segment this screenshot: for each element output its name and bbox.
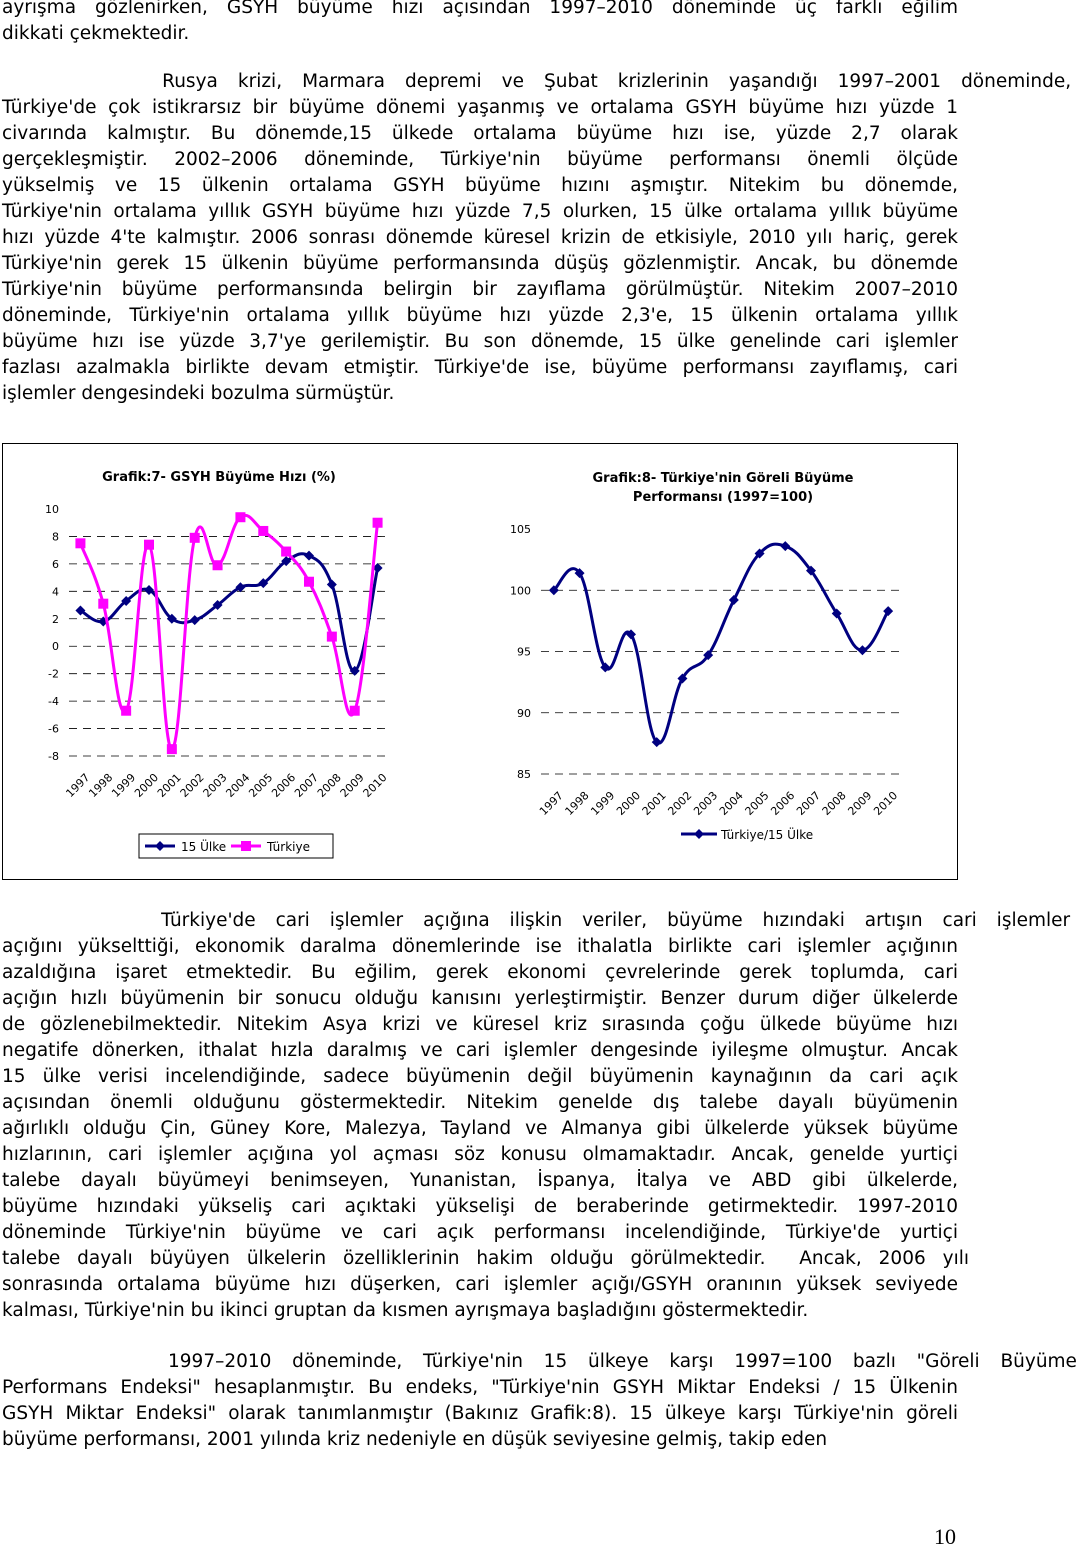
legend-label: 15 Ülke bbox=[181, 840, 227, 854]
x-tick-label: 2009 bbox=[337, 771, 367, 801]
text-line: Türkiye'nin büyüme performansında belirgin bir zayıflama görülmüştür. Nitekim 2007–2010 bbox=[2, 279, 958, 300]
data-point bbox=[780, 541, 790, 551]
data-point bbox=[729, 595, 739, 605]
series-line bbox=[80, 554, 377, 671]
text-line: GSYH Miktar Endeksi" olarak tanımlanmıştır (Bakınız Grafik:8). 15 ülkeye karşı Türkiye'nin göreli bbox=[2, 1403, 958, 1424]
x-tick-label: 2008 bbox=[819, 789, 849, 819]
text-line: fazlası azalmakla birlikte devam etmiştir. Türkiye'de ise, büyüme performansı zayıflamış, cari bbox=[2, 357, 958, 378]
data-point bbox=[190, 533, 200, 543]
data-point bbox=[373, 518, 383, 528]
x-tick-label: 2009 bbox=[845, 789, 875, 819]
data-point bbox=[98, 599, 108, 609]
text-line: açığın hızlı büyümenin bir sonucu olduğu kanısını yerleştirmiştir. Benzer durum diğer ülkelerde bbox=[2, 988, 958, 1009]
text-line: Rusya krizi, Marmara depremi ve Şubat krizlerinin yaşandığı 1997–2001 döneminde, bbox=[2, 71, 1072, 92]
y-tick-label: 85 bbox=[517, 768, 531, 781]
x-tick-label: 2000 bbox=[614, 789, 644, 819]
x-tick-label: 2003 bbox=[200, 771, 230, 801]
data-point bbox=[281, 547, 291, 557]
y-tick-label: 90 bbox=[517, 706, 531, 720]
text-line: işlemler dengesindeki bozulma sürmüştür. bbox=[2, 383, 395, 404]
legend bbox=[681, 826, 813, 842]
text-line: Türkiye'nin ortalama yıllık GSYH büyüme hızı yüzde 7,5 olurken, 15 ülke ortalama yıllık büyüme bbox=[2, 201, 958, 222]
chart-title: Performansı (1997=100) bbox=[632, 490, 814, 505]
text-line: kalması, Türkiye'nin bu ikinci gruptan da kısmen ayrışmaya başladığını göstermektedir. bbox=[2, 1300, 809, 1321]
x-tick-label: 2003 bbox=[691, 789, 721, 819]
text-line: talebe dayalı büyüyen ülkelerin özelliklerinin hakim olduğu görülmektedir. Ancak, 2006 yılı bbox=[2, 1248, 970, 1269]
data-point bbox=[241, 841, 251, 851]
chart-title: Grafik:8- Türkiye'nin Göreli Büyüme bbox=[592, 471, 854, 486]
text-line: Türkiye'de çok istikrarsız bir büyüme dönemi yaşanmış ve ortalama GSYH büyüme hızı yüzde 1 bbox=[2, 97, 958, 118]
paragraph-3 bbox=[2, 1349, 1077, 1453]
text-line: 15 ülke verisi incelendiğinde, sadece büyümenin değil büyümenin kaynağının da cari açık bbox=[2, 1066, 958, 1087]
text-line: civarında kalmıştır. Bu dönemde,15 ülkede ortalama büyüme hızı ise, yüzde 2,7 olarak bbox=[2, 123, 958, 144]
legend bbox=[139, 834, 333, 858]
x-tick-label: 2006 bbox=[269, 771, 299, 801]
x-tick-label: 2007 bbox=[794, 789, 824, 819]
x-tick-label: 2010 bbox=[360, 771, 390, 801]
y-tick-label: 0 bbox=[52, 640, 59, 654]
data-point bbox=[857, 645, 867, 655]
x-tick-label: 1997 bbox=[536, 789, 566, 819]
text-line: büyüme hızındaki yükseliş cari açıktaki yükselişi de beraberinde getirmektedir. 1997-2010 bbox=[2, 1196, 958, 1217]
text-line: büyüme hızı ise yüzde 3,7'ye gerilemiştir. Bu son dönemde, 15 ülke genelinde cari işlemler bbox=[2, 331, 958, 352]
text-line: de gözlenebilmektedir. Nitekim Asya krizi ve küresel kriz sırasında çoğu ülkede büyüme hızı bbox=[2, 1014, 958, 1035]
text-line: azaldığına işaret etmektedir. Bu eğilim, gerek ekonomi çevrelerinde gerek toplumda, cari bbox=[2, 962, 958, 983]
paragraph-2 bbox=[2, 908, 1071, 1324]
data-point bbox=[75, 538, 85, 548]
text-line: talebe dayalı büyümeyi benimseyen, Yunanistan, İspanya, İtalya ve ABD gibi ülkelerde, bbox=[2, 1170, 958, 1191]
text-line: Performans Endeksi" hesaplanmıştır. Bu endeks, "Türkiye'nin GSYH Miktar Endeksi / 15 Ülkenin bbox=[2, 1377, 958, 1398]
chart-title: Grafik:7- GSYH Büyüme Hızı (%) bbox=[102, 470, 336, 485]
y-tick-label: 6 bbox=[52, 557, 59, 571]
x-tick-label: 2005 bbox=[742, 789, 772, 819]
text-line: açığını yükselttiği, ekonomik daralma dönemlerinde ise ithalatla birlikte cari işlemler açığının bbox=[2, 936, 958, 957]
y-tick-label: 4 bbox=[52, 585, 59, 599]
figure-box bbox=[2, 443, 958, 880]
text-line: sonrasında ortalama büyüme hızı düşerken, cari işlemler açığı/GSYH oranının yüksek seviyede bbox=[2, 1274, 958, 1295]
page-number: 10 bbox=[934, 1524, 956, 1549]
y-tick-label: 10 bbox=[45, 503, 59, 516]
y-tick-label: 105 bbox=[510, 523, 531, 536]
text-line: hızlarının, cari işlemler açığına yol açması söz konusu olmamaktadır. Ancak, genelde yurtiçi bbox=[2, 1144, 958, 1165]
x-tick-label: 2006 bbox=[768, 789, 798, 819]
legend-label: Türkiye bbox=[267, 840, 310, 854]
paragraph-top bbox=[2, 0, 958, 47]
series-line bbox=[554, 544, 888, 743]
data-point bbox=[694, 829, 704, 839]
y-tick-label: -8 bbox=[48, 750, 59, 763]
y-tick-label: 100 bbox=[510, 584, 531, 598]
x-tick-label: 2001 bbox=[639, 789, 669, 819]
y-tick-label: -2 bbox=[48, 667, 59, 681]
data-point bbox=[235, 512, 245, 522]
x-tick-label: 2004 bbox=[716, 789, 746, 819]
x-tick-label: 1998 bbox=[86, 771, 116, 801]
y-tick-label: -6 bbox=[48, 722, 59, 736]
text-line: büyüme performansı, 2001 yılında kriz nedeniyle en düşük seviyesine gelmiş, takip eden bbox=[2, 1429, 828, 1450]
data-point bbox=[258, 526, 268, 536]
text-line: ayrışma gözlenirken, GSYH büyüme hızı açısından 1997–2010 döneminde üç farklı eğilim bbox=[2, 0, 958, 18]
text-line: döneminde, Türkiye'nin ortalama yıllık büyüme hızı yüzde 2,3'e, 15 ülkenin ortalama yıllık bbox=[2, 305, 958, 326]
chart-8-relative-growth bbox=[481, 444, 959, 881]
data-point bbox=[167, 744, 177, 754]
x-tick-label: 2004 bbox=[223, 771, 253, 801]
data-point bbox=[121, 706, 131, 716]
x-tick-label: 1997 bbox=[63, 771, 93, 801]
x-tick-label: 2008 bbox=[314, 771, 344, 801]
text-line: açısından önemli olduğunu göstermektedir. Nitekim genelde dış talebe dayalı büyümenin bbox=[2, 1092, 958, 1113]
text-line: 1997–2010 döneminde, Türkiye'nin 15 ülkeye karşı 1997=100 bazlı "Göreli Büyüme bbox=[2, 1351, 1077, 1372]
text-line: Türkiye'nin gerek 15 ülkenin büyüme performansında düşüş gözlenmiştir. Ancak, bu dönemde bbox=[2, 253, 958, 274]
y-tick-label: 95 bbox=[517, 645, 531, 659]
legend-label: Türkiye/15 Ülke bbox=[721, 828, 814, 842]
data-point bbox=[327, 579, 337, 589]
x-tick-label: 2007 bbox=[292, 771, 322, 801]
text-line: hızı yüzde 4'te kalmıştır. 2006 sonrası dönemde küresel krizin de etkisiyle, 2010 yılı hariç, gerek bbox=[2, 227, 958, 248]
data-point bbox=[350, 706, 360, 716]
x-tick-label: 2010 bbox=[871, 789, 901, 819]
x-tick-label: 1998 bbox=[562, 789, 592, 819]
chart-7-gsyh-growth bbox=[3, 444, 481, 881]
x-tick-label: 2000 bbox=[132, 771, 162, 801]
data-point bbox=[304, 577, 314, 587]
data-point bbox=[144, 540, 154, 550]
x-tick-label: 2002 bbox=[665, 789, 695, 819]
data-point bbox=[190, 615, 200, 625]
y-tick-label: 2 bbox=[52, 612, 59, 626]
x-tick-label: 2001 bbox=[154, 771, 184, 801]
x-tick-label: 1999 bbox=[588, 789, 618, 819]
x-tick-label: 1999 bbox=[109, 771, 139, 801]
text-line: ağırlıklı olduğu Çin, Güney Kore, Malezya, Tayland ve Almanya gibi ülkelerde yüksek büyüme bbox=[2, 1118, 958, 1139]
text-line: dikkati çekmektedir. bbox=[2, 23, 190, 44]
y-tick-label: 8 bbox=[52, 530, 59, 544]
data-point bbox=[327, 632, 337, 642]
text-line: negatife dönerken, ithalat hızla daralmış ve cari işlemler dengesinde iyileşme olmuştur. Ancak bbox=[2, 1040, 958, 1061]
x-tick-label: 2002 bbox=[177, 771, 207, 801]
paragraph-1 bbox=[2, 69, 1072, 407]
text-line: Türkiye'de cari işlemler açığına ilişkin veriler, büyüme hızındaki artışın cari işlemler bbox=[2, 910, 1071, 931]
y-tick-label: -4 bbox=[48, 695, 59, 709]
text-line: gerçekleşmiştir. 2002–2006 döneminde, Türkiye'nin büyüme performansı önemli ölçüde bbox=[2, 149, 958, 170]
data-point bbox=[213, 560, 223, 570]
text-line: döneminde Türkiye'nin büyüme ve cari açık performansı incelendiğinde, Türkiye'de yurtiçi bbox=[2, 1222, 958, 1243]
text-line: yükselmiş ve 15 ülkenin ortalama GSYH büyüme hızını aşmıştır. Nitekim bu dönemde, bbox=[2, 175, 958, 196]
x-tick-label: 2005 bbox=[246, 771, 276, 801]
